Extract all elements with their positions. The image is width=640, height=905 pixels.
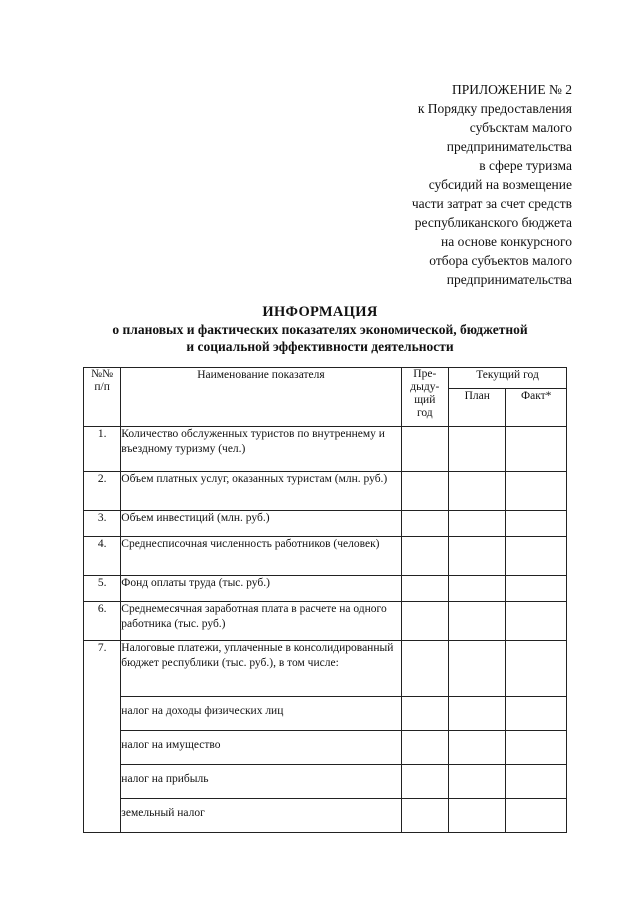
table-row xyxy=(84,472,567,511)
row-indicator-name: Среднесписочная численность работников (человек) xyxy=(121,537,401,576)
header-number-line-2: п/п xyxy=(94,381,110,393)
cell-fact xyxy=(506,537,567,576)
cell-plan xyxy=(448,731,505,765)
row-number: 2. xyxy=(84,472,121,511)
appendix-line: к Порядку предоставления xyxy=(417,101,572,116)
appendix-line: в сфере туризма xyxy=(479,158,572,173)
table-row xyxy=(84,641,567,697)
row-indicator-name: Среднемесячная заработная плата в расчете на одного работника (тыс. руб.) xyxy=(121,602,401,641)
cell-previous-year xyxy=(401,602,448,641)
subrow-indicator-name: налог на имущество xyxy=(121,731,401,765)
cell-fact xyxy=(506,576,567,602)
table-subrow xyxy=(84,697,567,731)
header-number xyxy=(84,368,121,427)
cell-plan xyxy=(448,427,505,472)
row-number: 6. xyxy=(84,602,121,641)
table-row xyxy=(84,537,567,576)
cell-fact xyxy=(506,427,567,472)
cell-plan xyxy=(448,697,505,731)
row-indicator-name: Объем платных услуг, оказанных туристам (млн. руб.) xyxy=(121,472,401,511)
header-previous-line-3: щий xyxy=(414,394,436,406)
header-current-year: Текущий год xyxy=(448,368,566,389)
header-previous-line-4: год xyxy=(416,407,433,419)
cell-previous-year xyxy=(401,576,448,602)
header-previous-line-1: Пре- xyxy=(413,368,437,380)
appendix-line: ПРИЛОЖЕНИЕ № 2 xyxy=(451,82,572,97)
cell-fact xyxy=(506,799,567,833)
appendix-line: предпринимательства xyxy=(446,139,572,154)
document-title xyxy=(0,303,640,355)
appendix-line: на основе конкурсного xyxy=(441,234,572,249)
table-subrow xyxy=(84,765,567,799)
row-number: 7. xyxy=(84,641,121,833)
row-indicator-name: Объем инвестиций (млн. руб.) xyxy=(121,511,401,537)
title-main: ИНФОРМАЦИЯ xyxy=(262,304,378,320)
appendix-line: предпринимательства xyxy=(446,272,572,287)
header-previous-line-2: дыду- xyxy=(410,381,440,393)
cell-previous-year xyxy=(401,697,448,731)
table-subrow xyxy=(84,799,567,833)
cell-fact xyxy=(506,765,567,799)
appendix-line: отбора субъектов малого xyxy=(429,253,572,268)
title-subtitle-line-1: о плановых и фактических показателях экономической, бюджетной xyxy=(112,322,528,337)
row-number: 4. xyxy=(84,537,121,576)
table-row xyxy=(84,576,567,602)
cell-plan xyxy=(448,537,505,576)
cell-fact xyxy=(506,641,567,697)
table-row xyxy=(84,427,567,472)
header-plan: План xyxy=(448,389,505,427)
table-row xyxy=(84,511,567,537)
cell-fact xyxy=(506,511,567,537)
header-fact: Факт* xyxy=(506,389,567,427)
row-indicator-name: Фонд оплаты труда (тыс. руб.) xyxy=(121,576,401,602)
row-indicator-name: Налоговые платежи, уплаченные в консолидированный бюджет республики (тыс. руб.), в том числе: xyxy=(121,641,401,697)
table-subrow xyxy=(84,731,567,765)
cell-previous-year xyxy=(401,511,448,537)
appendix-line: республиканского бюджета xyxy=(414,215,572,230)
cell-previous-year xyxy=(401,641,448,697)
cell-previous-year xyxy=(401,537,448,576)
cell-fact xyxy=(506,472,567,511)
cell-plan xyxy=(448,511,505,537)
row-number: 3. xyxy=(84,511,121,537)
cell-plan xyxy=(448,765,505,799)
cell-plan xyxy=(448,576,505,602)
cell-plan xyxy=(448,641,505,697)
row-number: 5. xyxy=(84,576,121,602)
header-number-line-1: №№ xyxy=(91,368,114,380)
subrow-indicator-name: земельный налог xyxy=(121,799,401,833)
cell-plan xyxy=(448,799,505,833)
header-name: Наименование показателя xyxy=(121,368,401,427)
table-row xyxy=(84,602,567,641)
appendix-line: субсидий на возмещение xyxy=(428,177,572,192)
cell-previous-year xyxy=(401,765,448,799)
cell-fact xyxy=(506,697,567,731)
title-subtitle-line-2: и социальной эффективности деятельности xyxy=(186,339,454,354)
appendix-header xyxy=(342,80,572,289)
appendix-line: субъсктам малого xyxy=(469,120,572,135)
cell-fact xyxy=(506,731,567,765)
appendix-line: части затрат за счет средств xyxy=(411,196,572,211)
header-previous-year xyxy=(401,368,448,427)
cell-previous-year xyxy=(401,472,448,511)
cell-previous-year xyxy=(401,799,448,833)
cell-previous-year xyxy=(401,427,448,472)
cell-plan xyxy=(448,472,505,511)
cell-plan xyxy=(448,602,505,641)
row-number: 1. xyxy=(84,427,121,472)
row-indicator-name: Количество обслуженных туристов по внутреннему и въездному туризму (чел.) xyxy=(121,427,401,472)
cell-fact xyxy=(506,602,567,641)
cell-previous-year xyxy=(401,731,448,765)
indicators-table xyxy=(83,367,567,833)
subrow-indicator-name: налог на прибыль xyxy=(121,765,401,799)
subrow-indicator-name: налог на доходы физических лиц xyxy=(121,697,401,731)
